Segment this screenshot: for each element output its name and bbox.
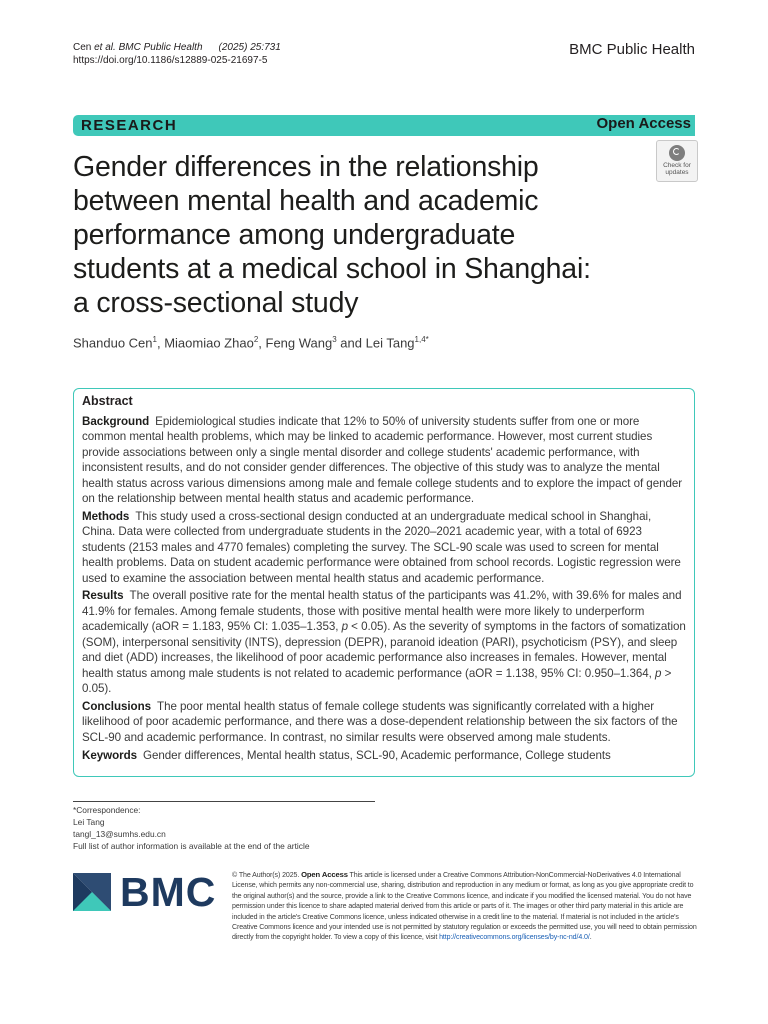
- abstract-conclusions: [82, 699, 686, 745]
- doi-link[interactable]: https://doi.org/10.1186/s12889-025-21697-5: [73, 55, 268, 66]
- license-open-access: Open Access: [301, 870, 348, 879]
- citation-authors: Cen: [73, 42, 95, 53]
- author-name[interactable]: Feng Wang: [265, 335, 333, 351]
- author-affiliation[interactable]: 1,4*: [414, 335, 429, 344]
- correspondence-block: [73, 804, 310, 852]
- title-line: performance among undergraduate: [73, 219, 516, 251]
- footnote-divider: [73, 801, 375, 802]
- license-prefix: © The Author(s) 2025.: [232, 872, 302, 879]
- bmc-logo: [73, 869, 217, 915]
- author-list: [73, 331, 429, 352]
- journal-name: BMC Public Health: [569, 41, 695, 58]
- license-suffix: .: [589, 934, 592, 942]
- correspondence-name: Lei Tang: [73, 817, 105, 827]
- title-line: students at a medical school in Shanghai:: [73, 253, 591, 285]
- section-text: The overall positive rate for the mental health status of the participants was 41.2%, with 39.6% for males and 41.9% for females. Among female students, those with positive mental health were more likely to underperform academically (aOR = 1.183, 95% CI: 1.035–1.353,: [82, 589, 682, 634]
- check-updates-label-2: updates: [665, 169, 689, 176]
- correspondence-label: *Correspondence:: [73, 805, 141, 815]
- bmc-logo-mark-icon: [73, 873, 111, 911]
- section-label: Conclusions: [82, 699, 152, 713]
- article-type-banner: [73, 115, 695, 136]
- section-text: This study used a cross-sectional design conducted at an undergraduate medical school in Shanghai, China. Data were collected from undergraduate students in the 2020–2021 academic year, with a total of 6923 students (2153 males and 4770 females) completing the survey. The SCL-90 scale was used to screen for mental health problems. Data on student academic performance were obtained from school records. Logistic regression were used to examine the association between mental health status and academic performance.: [82, 509, 681, 585]
- check-for-updates-icon: [669, 145, 685, 161]
- title-line: between mental health and academic: [73, 185, 539, 217]
- correspondence-email[interactable]: tangl_13@sumhs.edu.cn: [73, 829, 166, 839]
- citation-line: [73, 41, 281, 55]
- abstract-keywords: [82, 748, 686, 763]
- author-affiliation[interactable]: 2: [253, 335, 259, 344]
- section-text: > 0.05).: [82, 666, 672, 695]
- section-text: Epidemiological studies indicate that 12% to 50% of university students suffer from one or more common mental health problems, which may be linked to academic performance. However, most current studies provide associations between only a single mental disorder and college students' academic performance, with inconsistent results, and do not consider gender differences. The objective of this study was to analyze the mental health status across various dimensions among male and female college students and to explore the impact of gender on the relationship between mental health status and academic performance.: [82, 415, 683, 506]
- p-symbol: p: [341, 620, 348, 634]
- check-for-updates-button[interactable]: [656, 140, 698, 182]
- section-label: Background: [82, 415, 150, 428]
- section-label: Methods: [82, 509, 130, 523]
- section-label: Results: [82, 589, 124, 603]
- title-line: Gender differences in the relationship: [73, 151, 539, 183]
- abstract-background: [82, 414, 686, 506]
- open-access-label: Open Access: [596, 115, 691, 132]
- bmc-logo-text: BMC: [120, 869, 217, 915]
- abstract-results: [82, 588, 686, 696]
- p-symbol: p: [655, 666, 662, 680]
- abstract-body: [82, 414, 686, 765]
- author-name[interactable]: Shanduo Cen: [73, 335, 153, 351]
- author-separator: ,: [258, 335, 266, 351]
- abstract-heading: Abstract: [82, 394, 133, 408]
- license-body: This article is licensed under a Creative Commons Attribution-NonCommercial-NoDerivatives 4.0 International License, which permits any non-commercial use, sharing, distribution and reproduction in any medium or format, as long as you give appropriate credit to the original author(s) and the source, provide a link to the Creative Commons licence, and indicate if you modified the licensed material. You do not have permission under this licence to share adapted material derived from this article or parts of it. The images or other third party material in this article are included in the article's Creative Commons licence, unless indicated otherwise in a credit line to the material. If material is not included in the article's Creative Commons licence and your intended use is not permitted by statutory regulation or exceeds the permitted use, you will need to obtain permission directly from the copyright holder. To view a copy of this licence, visit: [232, 872, 697, 942]
- author-separator: ,: [156, 335, 165, 351]
- article-type-label: RESEARCH: [81, 117, 178, 134]
- check-updates-label-1: Check for: [663, 162, 691, 169]
- author-affiliation[interactable]: 3: [332, 335, 337, 344]
- author-affiliation[interactable]: 1: [152, 335, 157, 344]
- license-url-link[interactable]: http://creativecommons.org/licenses/by-nc-nd/4.0/: [439, 934, 590, 942]
- correspondence-note: Full list of author information is available at the end of the article: [73, 841, 310, 851]
- author-separator: and: [336, 335, 366, 351]
- citation-journal: et al. BMC Public Health: [94, 42, 203, 53]
- author-name[interactable]: Lei Tang: [365, 335, 415, 351]
- keywords-text: Gender differences, Mental health status, SCL-90, Academic performance, College students: [143, 748, 611, 762]
- author-name[interactable]: Miaomiao Zhao: [164, 335, 254, 351]
- abstract-methods: [82, 509, 686, 586]
- section-text: < 0.05). As the severity of symptoms in the factors of somatization (SOM), interpersonal sensitivity (INTS), depression (DEPR), paranoid ideation (PARI), psychoticism (PSY), and sleep and diet (ADD) increases, the likelihood of poor academic performance also increases in females. However, mental health status among male students is not related to academic performance (aOR = 1.138, 95% CI: 0.950–1.364,: [82, 620, 686, 680]
- section-text: The poor mental health status of female college students was significantly correlated with a higher likelihood of poor academic performance, and there was a dose-dependent relationship between the six factors of the SCL-90 and academic performance. In contrast, no similar results were observed among male students.: [82, 699, 678, 744]
- license-text: [232, 870, 697, 944]
- article-title: [73, 150, 633, 320]
- title-line: a cross-sectional study: [73, 287, 359, 319]
- citation-year: (2025) 25:731: [218, 42, 281, 53]
- section-label: Keywords: [82, 748, 138, 762]
- abstract-box: [73, 388, 695, 777]
